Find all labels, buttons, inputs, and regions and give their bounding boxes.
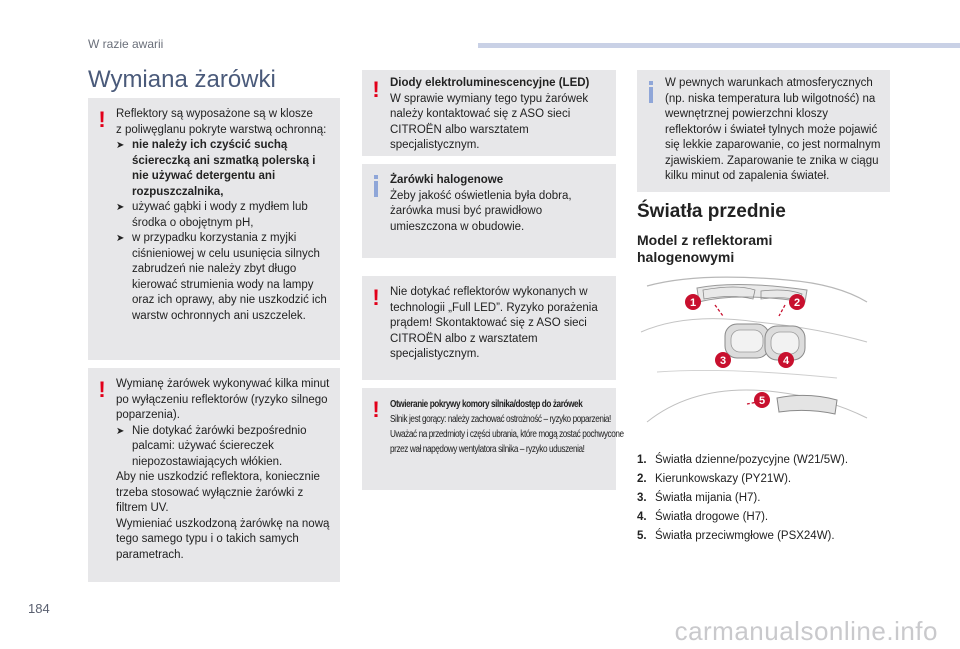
info-box-content — [390, 173, 608, 235]
box-text: Żeby jakość oświetlenia była dobra, żarówka musi być prawidłowo umieszczona w obudowie. — [390, 189, 572, 233]
svg-text:1: 1 — [689, 297, 697, 309]
callout-4 — [778, 352, 794, 368]
box-text: Silnik jest gorący: należy zachować ostrożność – ryzyko poparzenia! — [390, 414, 611, 425]
callout-5 — [754, 392, 770, 408]
bullet-item — [116, 200, 332, 231]
legend-item: 5. Światła przeciwmgłowe (PSX24W). — [637, 530, 835, 542]
warning-box-full-led — [362, 276, 616, 380]
page-number: 184 — [28, 601, 50, 616]
bullet-item — [116, 138, 332, 200]
arrow-bullet-icon: ➤ — [116, 140, 125, 151]
callout-1 — [685, 294, 701, 310]
warning-box-content — [390, 285, 608, 363]
paragraph: Wymieniać uszkodzoną żarówkę na nową tego samego typu i o takich samych parametrach. — [116, 517, 330, 561]
bullet-text: Nie dotykać żarówki bezpośrednio palcami: używać ściereczek niepozostawiających włókien. — [132, 424, 307, 468]
header-bar — [478, 43, 960, 48]
warning-exclamation-icon: ! — [372, 397, 380, 422]
arrow-bullet-icon: ➤ — [116, 202, 125, 213]
callout-2 — [789, 294, 805, 310]
warning-exclamation-icon: ! — [98, 107, 106, 132]
warning-box-cleaning — [88, 98, 340, 360]
warning-exclamation-icon: ! — [98, 377, 106, 402]
warning-box-led — [362, 70, 616, 156]
paragraph: Aby nie uszkodzić reflektora, koniecznie trzeba stosować wyłącznie żarówki z filtrem UV. — [116, 471, 320, 514]
warning-box-content — [390, 397, 628, 457]
bullet-text: w przypadku korzystania z myjki ciśnieniowej w celu usunięcia silnych zabrudzeń nie należy zbyt długo kierować strumienia wody na lampy oraz ich oprawy, aby nie uszkodzić ich warstw ochronnych ani uszczelek. — [132, 232, 327, 322]
bullet-item — [116, 424, 332, 471]
info-icon — [646, 81, 656, 103]
watermark[interactable]: carmanualsonline.info — [674, 616, 938, 646]
bullet-item — [116, 231, 332, 324]
svg-text:2: 2 — [793, 297, 801, 309]
warning-box-content — [116, 107, 332, 324]
svg-text:3: 3 — [719, 355, 727, 367]
section-title: Światła przednie — [637, 201, 786, 222]
bulb-legend — [637, 451, 848, 546]
info-box-fogging — [637, 70, 890, 192]
callout-3 — [715, 352, 731, 368]
box-title: Otwieranie pokrywy komory silnika/dostęp do żarówek — [390, 399, 583, 410]
chapter-label: W razie awarii — [88, 37, 164, 51]
box-text: Nie dotykać reflektorów wykonanych w technologii „Full LED”. Ryzyko porażenia prądem! Skontaktować się z ASO sieci CITROËN albo z warsztatem specjalistycznym. — [390, 286, 598, 360]
legend-item: 2. Kierunkowskazy (PY21W). — [637, 473, 792, 485]
headlamp-illustration — [637, 272, 871, 442]
warning-box-content — [116, 377, 332, 563]
subsection-title: Model z reflektorami halogenowymi — [637, 232, 773, 265]
box-title: Żarówki halogenowe — [390, 174, 504, 186]
warning-exclamation-icon: ! — [372, 285, 380, 310]
info-box-halogen — [362, 164, 616, 258]
warning-exclamation-icon: ! — [372, 77, 380, 102]
info-icon — [371, 175, 381, 197]
svg-text:5: 5 — [758, 395, 766, 407]
warning-box-content — [390, 76, 608, 154]
box-text: Uważać na przedmioty i części ubrania, które mogą zostać pochwycone przez wał napędowy wentylatora silnika – ryzyko uduszenia! — [390, 429, 624, 455]
paragraph: Wymianę żarówek wykonywać kilka minut po wyłączeniu reflektorów (ryzyko silnego poparzenia). — [116, 378, 330, 421]
arrow-bullet-icon: ➤ — [116, 233, 125, 244]
svg-text:4: 4 — [782, 355, 790, 367]
box-text: W pewnych warunkach atmosferycznych (np. niska temperatura lub wilgotność) na wewnętrznej powierzchni kloszy reflektorów i świateł tylnych może pojawić się lekkie zaparowanie, co jest normalnym zjawiskiem. Zaparowanie te znika w ciągu kilku minut od zapalenia świateł. — [665, 77, 881, 182]
legend-item: 4. Światła drogowe (H7). — [637, 511, 769, 523]
bullet-text: używać gąbki i wody z mydłem lub środka o obojętnym pH, — [132, 201, 308, 229]
warning-box-replacement — [88, 368, 340, 582]
intro-line: z poliwęglanu pokryte warstwą ochronną: — [116, 123, 327, 136]
info-box-content — [665, 76, 882, 185]
page-title: Wymiana żarówki — [88, 66, 276, 93]
box-title: Diody elektroluminescencyjne (LED) — [390, 77, 590, 89]
legend-item: 1. Światła dzienne/pozycyjne (W21/5W). — [637, 454, 849, 466]
bullet-text: nie należy ich czyścić suchą ściereczką ani szmatką polerską i nie używać detergentu ani rozpuszczalnika, — [132, 139, 316, 198]
legend-item: 3. Światła mijania (H7). — [637, 492, 761, 504]
arrow-bullet-icon: ➤ — [116, 425, 125, 437]
warning-box-engine — [362, 388, 624, 490]
box-text: W sprawie wymiany tego typu żarówek należy kontaktować się z ASO sieci CITROËN albo warsztatem specjalistycznym. — [390, 92, 589, 151]
intro-line: Reflektory są wyposażone są w klosze — [116, 108, 313, 120]
